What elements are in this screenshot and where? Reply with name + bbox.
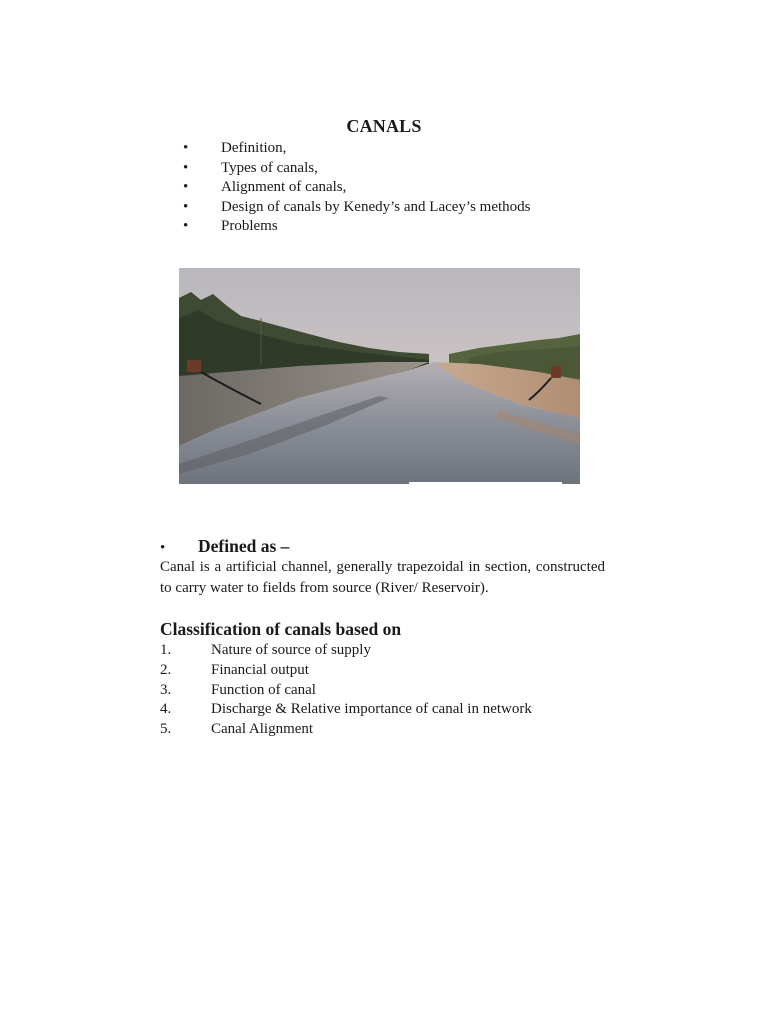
list-item xyxy=(180,159,531,179)
canal-photo xyxy=(179,268,580,484)
list-item xyxy=(180,178,531,198)
bullet-marker: • xyxy=(183,159,189,176)
item-text: Nature of source of supply xyxy=(211,642,371,658)
list-item xyxy=(160,681,532,701)
list-item xyxy=(180,217,531,237)
bullet-marker: • xyxy=(160,540,166,556)
item-number: 2. xyxy=(160,661,172,678)
topic-text: Alignment of canals, xyxy=(221,179,347,196)
list-item xyxy=(160,641,532,661)
topic-list xyxy=(180,139,531,237)
bullet-marker: • xyxy=(183,179,189,196)
page-title: CANALS xyxy=(346,116,422,136)
bullet-marker: • xyxy=(183,140,189,156)
list-item xyxy=(180,139,531,159)
item-number: 4. xyxy=(160,701,172,718)
list-item xyxy=(160,700,532,720)
bullet-marker: • xyxy=(183,198,189,215)
item-text: Function of canal xyxy=(211,681,316,698)
definition-paragraph: Canal is a artificial channel, generally trapezoidal in section, constructed to carry water to fields from source (River/ Reservoir). xyxy=(160,559,605,596)
list-item xyxy=(160,661,532,681)
item-number: 1. xyxy=(160,642,172,658)
list-item xyxy=(180,198,531,218)
item-number: 5. xyxy=(160,721,172,738)
classification-heading: Classification of canals based on xyxy=(160,619,402,639)
classification-list xyxy=(160,641,532,740)
topic-text: Design of canals by Kenedy’s and Lacey’s methods xyxy=(221,198,531,215)
item-text: Financial output xyxy=(211,661,309,678)
item-text: Discharge & Relative importance of canal in network xyxy=(211,701,532,718)
topic-text: Problems xyxy=(221,218,278,235)
defined-heading-text: Defined as – xyxy=(198,536,290,556)
bullet-marker: • xyxy=(183,218,189,235)
topic-text: Definition, xyxy=(221,140,287,156)
list-item xyxy=(160,720,532,740)
item-text: Canal Alignment xyxy=(211,721,314,738)
topic-text: Types of canals, xyxy=(221,159,318,176)
item-number: 3. xyxy=(160,681,172,698)
defined-heading xyxy=(160,536,289,557)
